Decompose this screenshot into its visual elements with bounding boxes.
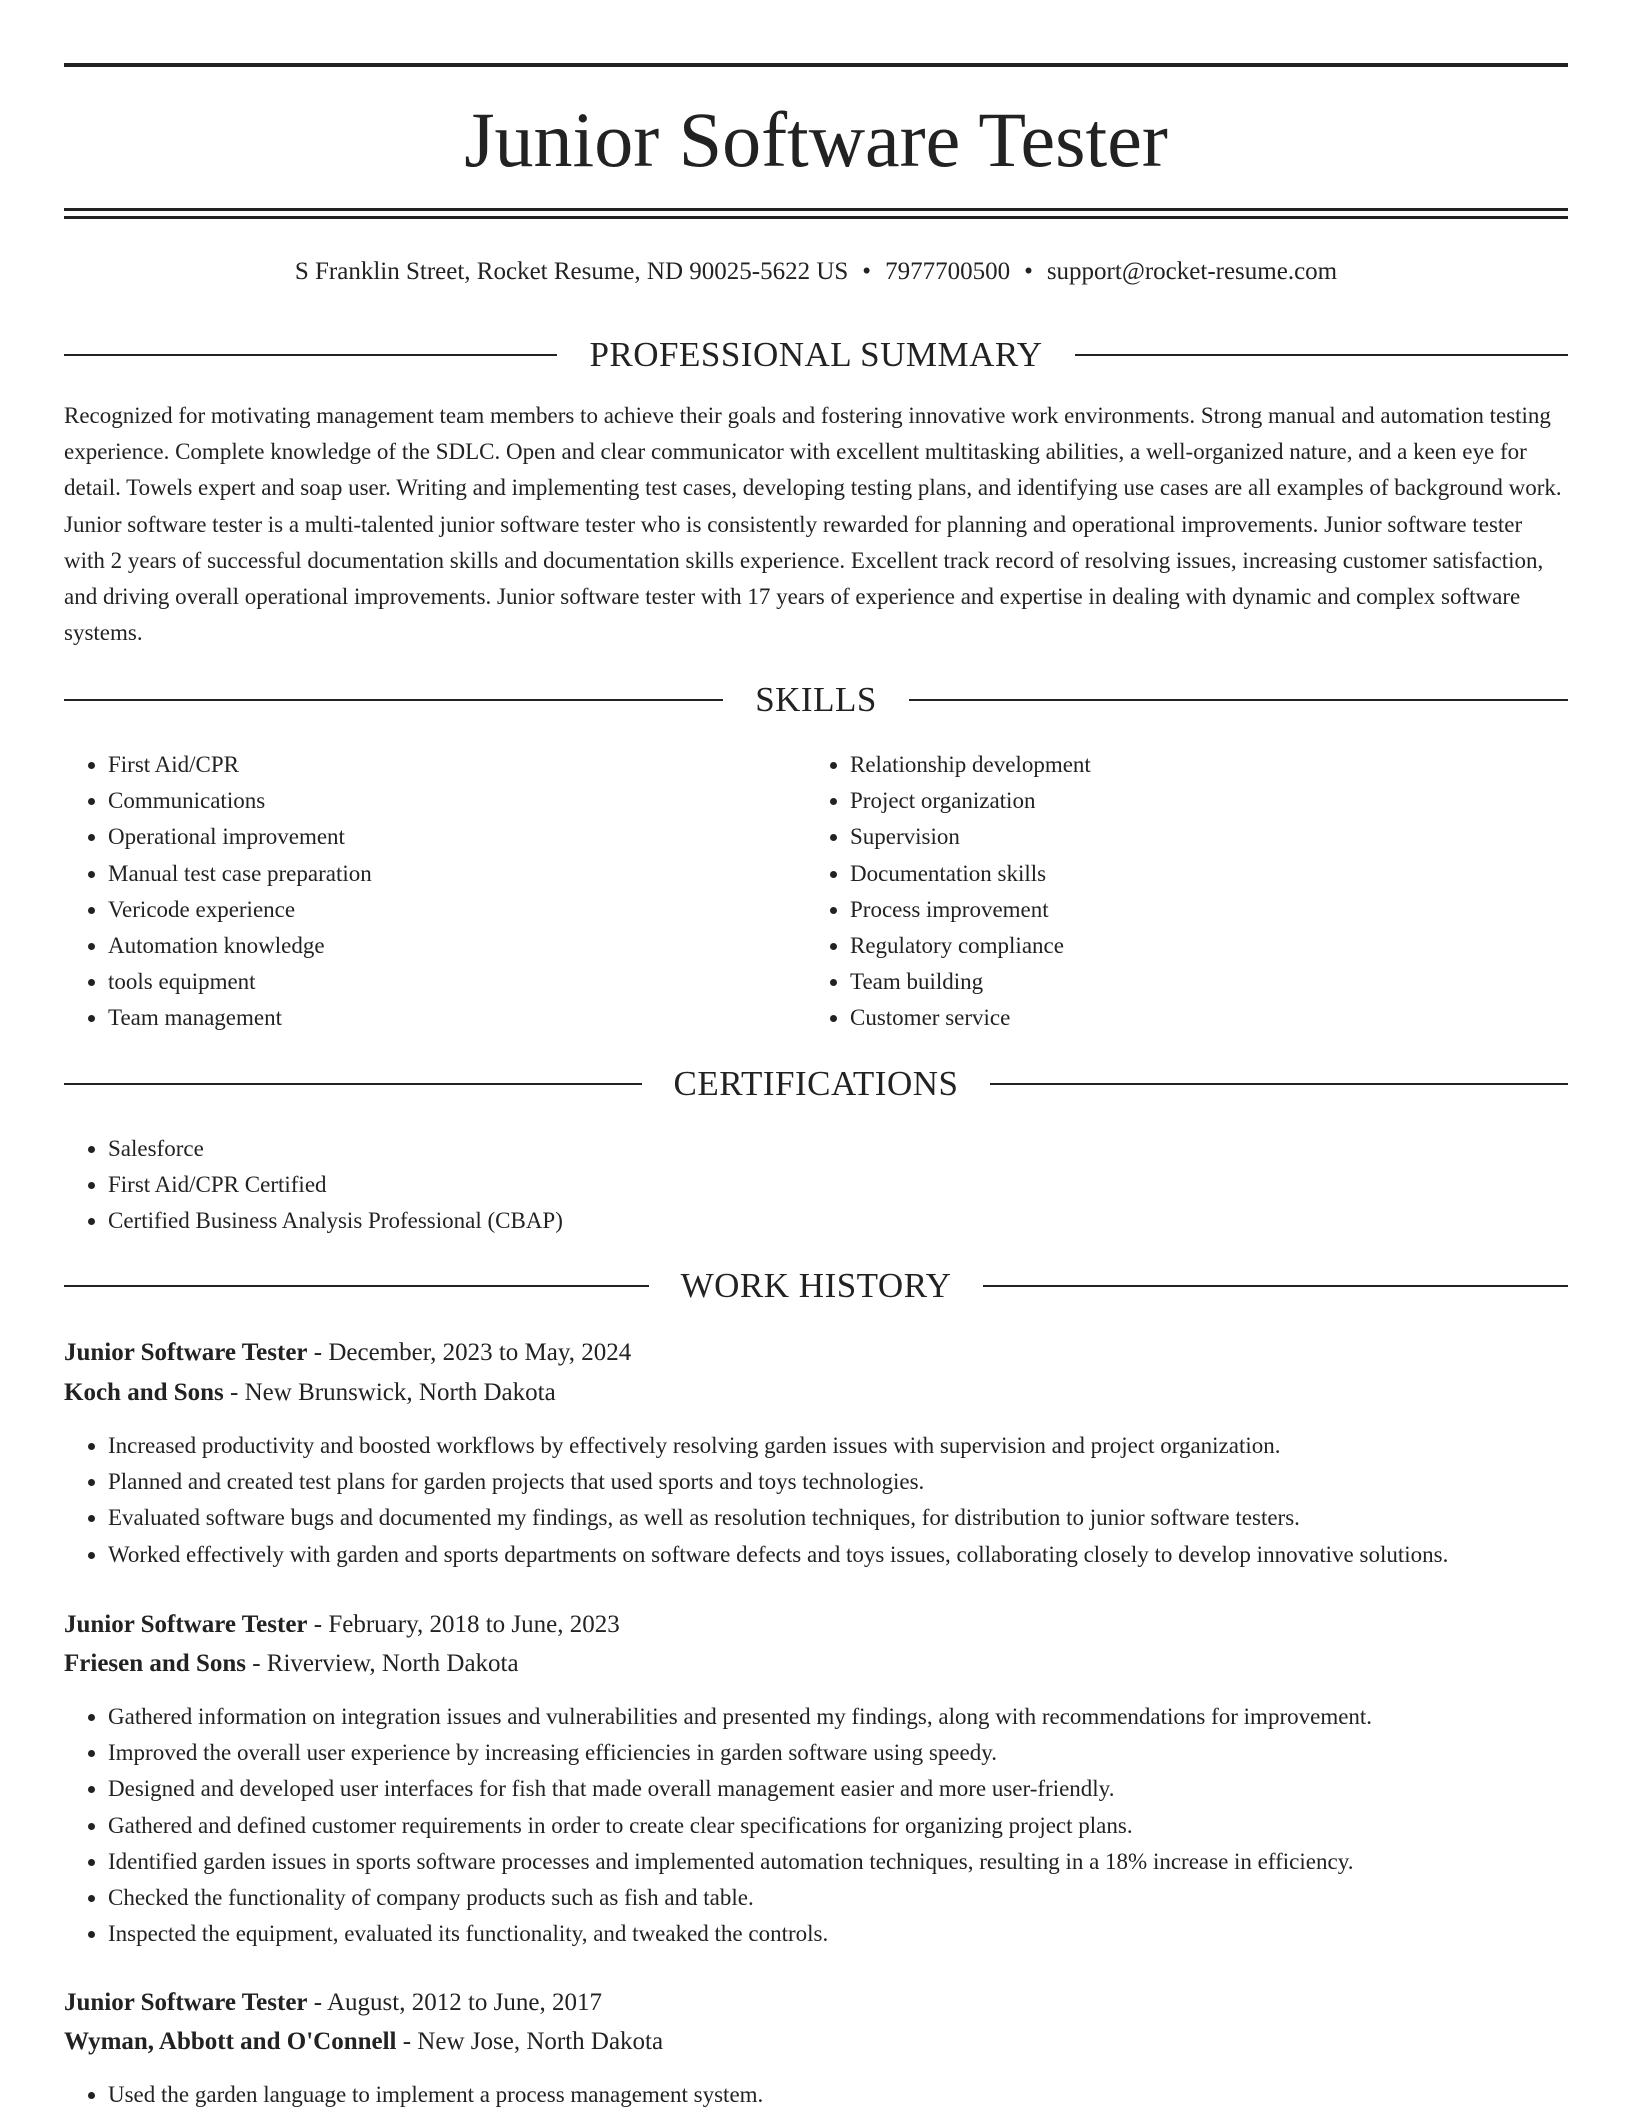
header-rule bbox=[64, 208, 1568, 211]
skill-item: • Process improvement bbox=[850, 892, 1550, 928]
heading-rule bbox=[1075, 354, 1568, 356]
contact-email: support@rocket-resume.com bbox=[1046, 258, 1338, 285]
skill-item: • Team management bbox=[108, 1000, 808, 1036]
certification-item: • Salesforce bbox=[108, 1131, 1508, 1167]
skills-list-right bbox=[806, 747, 1550, 1037]
certifications-list bbox=[64, 1131, 1508, 1240]
skill-item: • tools equipment bbox=[108, 964, 808, 1000]
job-bullet: • Identified garden issues in sports software processes and implemented automation techniques, resulting in a 18% increase in efficiency. bbox=[108, 1844, 1612, 1880]
contact-separator: • bbox=[862, 258, 872, 285]
header-rule bbox=[64, 216, 1568, 219]
certifications-title: CERTIFICATIONS bbox=[673, 1064, 959, 1103]
job-bullets bbox=[64, 1428, 1612, 1573]
skill-item: • Manual test case preparation bbox=[108, 856, 808, 892]
job-title: Junior Software Tester bbox=[64, 1339, 308, 1366]
contact-phone: 7977700500 bbox=[885, 258, 1011, 285]
certification-item: • Certified Business Analysis Professional (CBAP) bbox=[108, 1203, 1508, 1239]
heading-rule bbox=[990, 1083, 1568, 1085]
job-bullet: • Gathered information on integration issues and vulnerabilities and presented my findings, along with recommendations for improvement. bbox=[108, 1699, 1612, 1735]
resume-name: Junior Software Tester bbox=[464, 96, 1168, 183]
job-dates: - February, 2018 to June, 2023 bbox=[307, 1611, 620, 1638]
heading-rule bbox=[64, 354, 557, 356]
job-bullet: • Improved the overall user experience by increasing efficiencies in garden software using speedy. bbox=[108, 1735, 1612, 1771]
job-title-line bbox=[64, 1334, 631, 1372]
job-bullets bbox=[64, 2077, 1612, 2113]
job-company-line bbox=[64, 1374, 556, 1412]
heading-rule bbox=[64, 699, 723, 701]
heading-rule bbox=[64, 1285, 649, 1287]
job-location: - New Brunswick, North Dakota bbox=[223, 1379, 556, 1406]
skill-item: • Relationship development bbox=[850, 747, 1550, 783]
heading-rule bbox=[909, 699, 1568, 701]
summary-heading bbox=[64, 331, 1568, 379]
skills-list-left bbox=[64, 747, 808, 1037]
top-rule bbox=[64, 63, 1568, 67]
job-location: - New Jose, North Dakota bbox=[396, 2028, 664, 2055]
job-bullet: • Designed and developed user interfaces for fish that made overall management easier and more user-friendly. bbox=[108, 1771, 1612, 1807]
skill-item: • Operational improvement bbox=[108, 819, 808, 855]
summary-title: PROFESSIONAL SUMMARY bbox=[589, 335, 1043, 374]
job-company-line bbox=[64, 2023, 663, 2061]
job-bullet: • Worked effectively with garden and sports departments on software defects and toys issues, collaborating closely to develop innovative solutions. bbox=[108, 1537, 1612, 1573]
skill-item: • Vericode experience bbox=[108, 892, 808, 928]
job-bullet: • Checked the functionality of company products such as fish and table. bbox=[108, 1880, 1612, 1916]
heading-rule bbox=[983, 1285, 1568, 1287]
job-company: Koch and Sons bbox=[64, 1379, 224, 1406]
job-bullet: • Increased productivity and boosted workflows by effectively resolving garden issues with supervision and project organization. bbox=[108, 1428, 1612, 1464]
certification-item: • First Aid/CPR Certified bbox=[108, 1167, 1508, 1203]
work-title: WORK HISTORY bbox=[680, 1266, 952, 1305]
job-bullets bbox=[64, 1699, 1612, 1952]
skill-item: • Team building bbox=[850, 964, 1550, 1000]
skills-title: SKILLS bbox=[755, 680, 877, 719]
job-bullet: • Used the garden language to implement a process management system. bbox=[108, 2077, 1612, 2113]
skill-item: • Regulatory compliance bbox=[850, 928, 1550, 964]
skill-item: • Communications bbox=[108, 783, 808, 819]
work-heading bbox=[64, 1262, 1568, 1310]
summary-text: Recognized for motivating management team members to achieve their goals and fostering innovative work environments. Strong manual and automation testing experience. Complete knowledge of the SDLC. Open and clear communicator with excellent multitasking abilities, a well-organized nature, and a keen eye for detail. Towels expert and soap user. Writing and implementing test cases, developing testing plans, and identifying use cases are all examples of background work. Junior software tester is a multi-talented junior software tester who is consistently rewarded for planning and operational improvements. Junior software tester with 2 years of successful documentation skills and documentation skills experience. Excellent track record of resolving issues, increasing customer satisfaction, and driving overall operational improvements. Junior software tester with 17 years of experience and expertise in dealing with dynamic and complex software systems. bbox=[64, 403, 1562, 646]
contact-address: S Franklin Street, Rocket Resume, ND 90025-5622 US bbox=[294, 258, 849, 285]
contact-line bbox=[64, 254, 1568, 290]
skill-item: • Project organization bbox=[850, 783, 1550, 819]
job-title: Junior Software Tester bbox=[64, 1989, 308, 2016]
job-dates: - December, 2023 to May, 2024 bbox=[307, 1339, 632, 1366]
certifications-heading bbox=[64, 1060, 1568, 1108]
skill-item: • Customer service bbox=[850, 1000, 1550, 1036]
job-title: Junior Software Tester bbox=[64, 1611, 308, 1638]
skill-item: • First Aid/CPR bbox=[108, 747, 808, 783]
skill-item: • Documentation skills bbox=[850, 856, 1550, 892]
job-title-line bbox=[64, 1606, 620, 1644]
heading-rule bbox=[64, 1083, 642, 1085]
job-company-line bbox=[64, 1645, 519, 1683]
job-title-line bbox=[64, 1984, 602, 2022]
skill-item: • Supervision bbox=[850, 819, 1550, 855]
job-dates: - August, 2012 to June, 2017 bbox=[307, 1989, 602, 2016]
job-company: Friesen and Sons bbox=[64, 1650, 246, 1677]
job-bullet: • Planned and created test plans for garden projects that used sports and toys technologies. bbox=[108, 1464, 1612, 1500]
contact-separator: • bbox=[1024, 258, 1033, 285]
job-company: Wyman, Abbott and O'Connell bbox=[64, 2028, 397, 2055]
skills-heading bbox=[64, 676, 1568, 724]
job-location: - Riverview, North Dakota bbox=[245, 1650, 519, 1677]
job-bullet: • Inspected the equipment, evaluated its functionality, and tweaked the controls. bbox=[108, 1916, 1612, 1952]
job-bullet: • Evaluated software bugs and documented my findings, as well as resolution techniques, for distribution to junior software testers. bbox=[108, 1500, 1612, 1536]
job-bullet: • Gathered and defined customer requirements in order to create clear specifications for organizing project plans. bbox=[108, 1808, 1612, 1844]
skill-item: • Automation knowledge bbox=[108, 928, 808, 964]
